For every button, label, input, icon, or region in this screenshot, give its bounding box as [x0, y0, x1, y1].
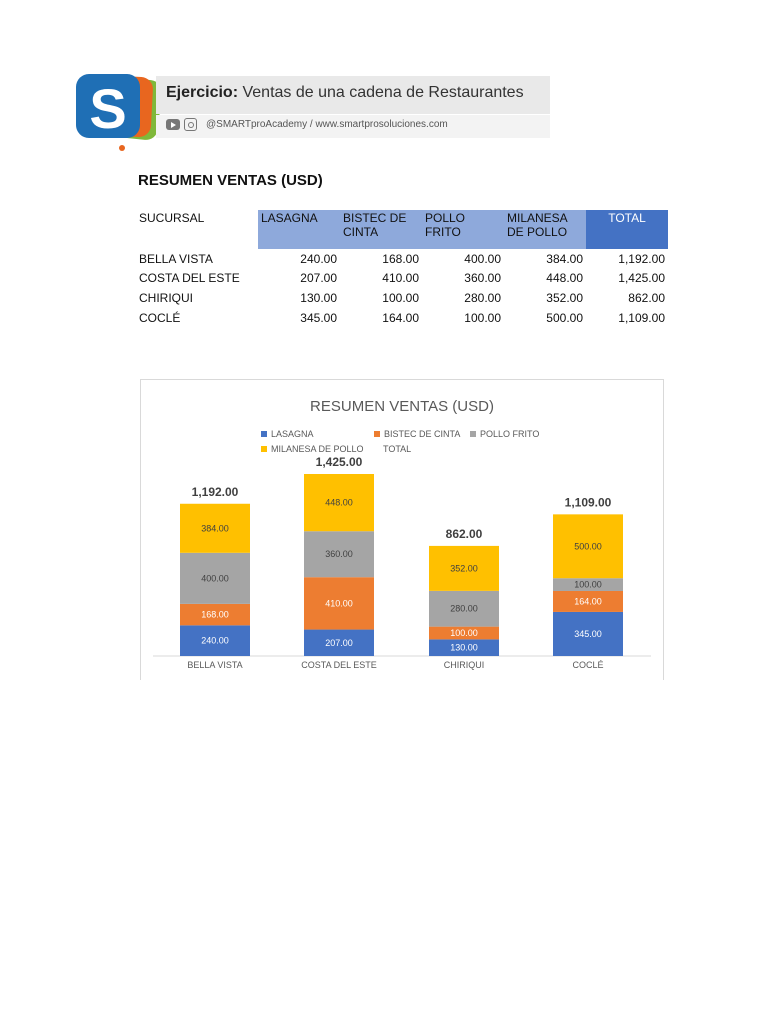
data-label: 352.00 [450, 563, 478, 574]
data-label: 168.00 [201, 609, 229, 620]
table-title: RESUMEN VENTAS (USD) [138, 172, 323, 189]
chart-title: RESUMEN VENTAS (USD) [310, 398, 494, 415]
legend-label: BISTEC DE CINTA [384, 429, 461, 439]
cell-value: 130.00 [300, 290, 337, 305]
banner-title-rest: Ventas de una cadena de Restaurantes [238, 84, 524, 101]
cell-value: 100.00 [464, 310, 501, 325]
cell-value: 360.00 [464, 271, 501, 286]
sales-summary-table [136, 210, 668, 327]
total-label: 862.00 [445, 526, 483, 541]
data-label: 207.00 [325, 637, 353, 648]
table-row [136, 288, 668, 308]
data-label: 100.00 [574, 579, 602, 590]
cell-value: 280.00 [464, 290, 501, 305]
header-banner [70, 68, 550, 152]
cell-value: 384.00 [546, 251, 583, 266]
legend-label: MILANESA DE POLLO [271, 444, 364, 454]
data-label: 360.00 [325, 549, 353, 560]
category-label: COSTA DEL ESTE [301, 660, 377, 670]
data-label: 500.00 [574, 541, 602, 552]
cell-branch: BELLA VISTA [139, 251, 213, 266]
data-label: 240.00 [201, 635, 229, 646]
banner-title-bold: Ejercicio: [166, 84, 239, 101]
header-pollo-frito: POLLO FRITO [422, 210, 504, 249]
smartpro-logo-icon [70, 68, 166, 152]
data-label: 410.00 [325, 598, 353, 609]
data-label: 345.00 [574, 628, 602, 639]
legend-label: TOTAL [383, 444, 412, 454]
header-total: TOTAL [586, 210, 668, 249]
banner-subtitle: @SMARTproAcademy / www.smartprosoluciones.com [206, 119, 448, 130]
cell-value: 352.00 [546, 290, 583, 305]
table-header-row [136, 210, 668, 249]
banner-title [166, 84, 524, 102]
header-milanesa: MILANESA DE POLLO [504, 210, 586, 249]
table-row [136, 308, 668, 328]
youtube-icon[interactable] [166, 119, 180, 130]
table-row [136, 249, 668, 269]
data-label: 164.00 [574, 596, 602, 607]
cell-value: 164.00 [382, 310, 419, 325]
table-row [136, 269, 668, 289]
legend-swatch [261, 446, 267, 452]
cell-value: 345.00 [300, 310, 337, 325]
cell-value: 168.00 [382, 251, 419, 266]
cell-total: 1,425.00 [618, 271, 665, 286]
cell-value: 500.00 [546, 310, 583, 325]
legend-swatch [470, 431, 476, 437]
chart-canvas [141, 380, 663, 680]
header-lasagna: LASAGNA [258, 210, 340, 249]
data-label: 400.00 [201, 573, 229, 584]
category-label: COCLÉ [572, 660, 604, 670]
cell-total: 862.00 [628, 290, 665, 305]
header-bistec: BISTEC DE CINTA [340, 210, 422, 249]
total-label: 1,109.00 [564, 495, 612, 510]
data-label: 384.00 [201, 523, 229, 534]
cell-branch: COSTA DEL ESTE [139, 271, 240, 286]
legend-swatch [261, 431, 267, 437]
cell-value: 240.00 [300, 251, 337, 266]
cell-value: 100.00 [382, 290, 419, 305]
data-label: 130.00 [450, 642, 478, 653]
data-label: 448.00 [325, 497, 353, 508]
cell-value: 207.00 [300, 271, 337, 286]
total-label: 1,425.00 [315, 455, 363, 469]
cell-total: 1,192.00 [618, 251, 665, 266]
legend-swatch [374, 431, 380, 437]
instagram-icon[interactable] [184, 118, 197, 131]
logo-letter: S [89, 77, 127, 140]
cell-value: 448.00 [546, 271, 583, 286]
stacked-bar-chart[interactable] [140, 379, 664, 680]
cell-total: 1,109.00 [618, 310, 665, 325]
cell-value: 400.00 [464, 251, 501, 266]
cell-branch: COCLÉ [139, 310, 181, 325]
cell-branch: CHIRIQUI [139, 290, 193, 305]
legend-label: POLLO FRITO [480, 429, 540, 439]
legend-label: LASAGNA [271, 429, 314, 439]
data-label: 280.00 [450, 603, 478, 614]
total-label: 1,192.00 [191, 484, 239, 499]
header-sucursal: SUCURSAL [139, 211, 205, 225]
category-label: CHIRIQUI [443, 660, 485, 670]
category-label: BELLA VISTA [187, 660, 243, 670]
data-label: 100.00 [450, 628, 478, 639]
cell-value: 410.00 [382, 271, 419, 286]
